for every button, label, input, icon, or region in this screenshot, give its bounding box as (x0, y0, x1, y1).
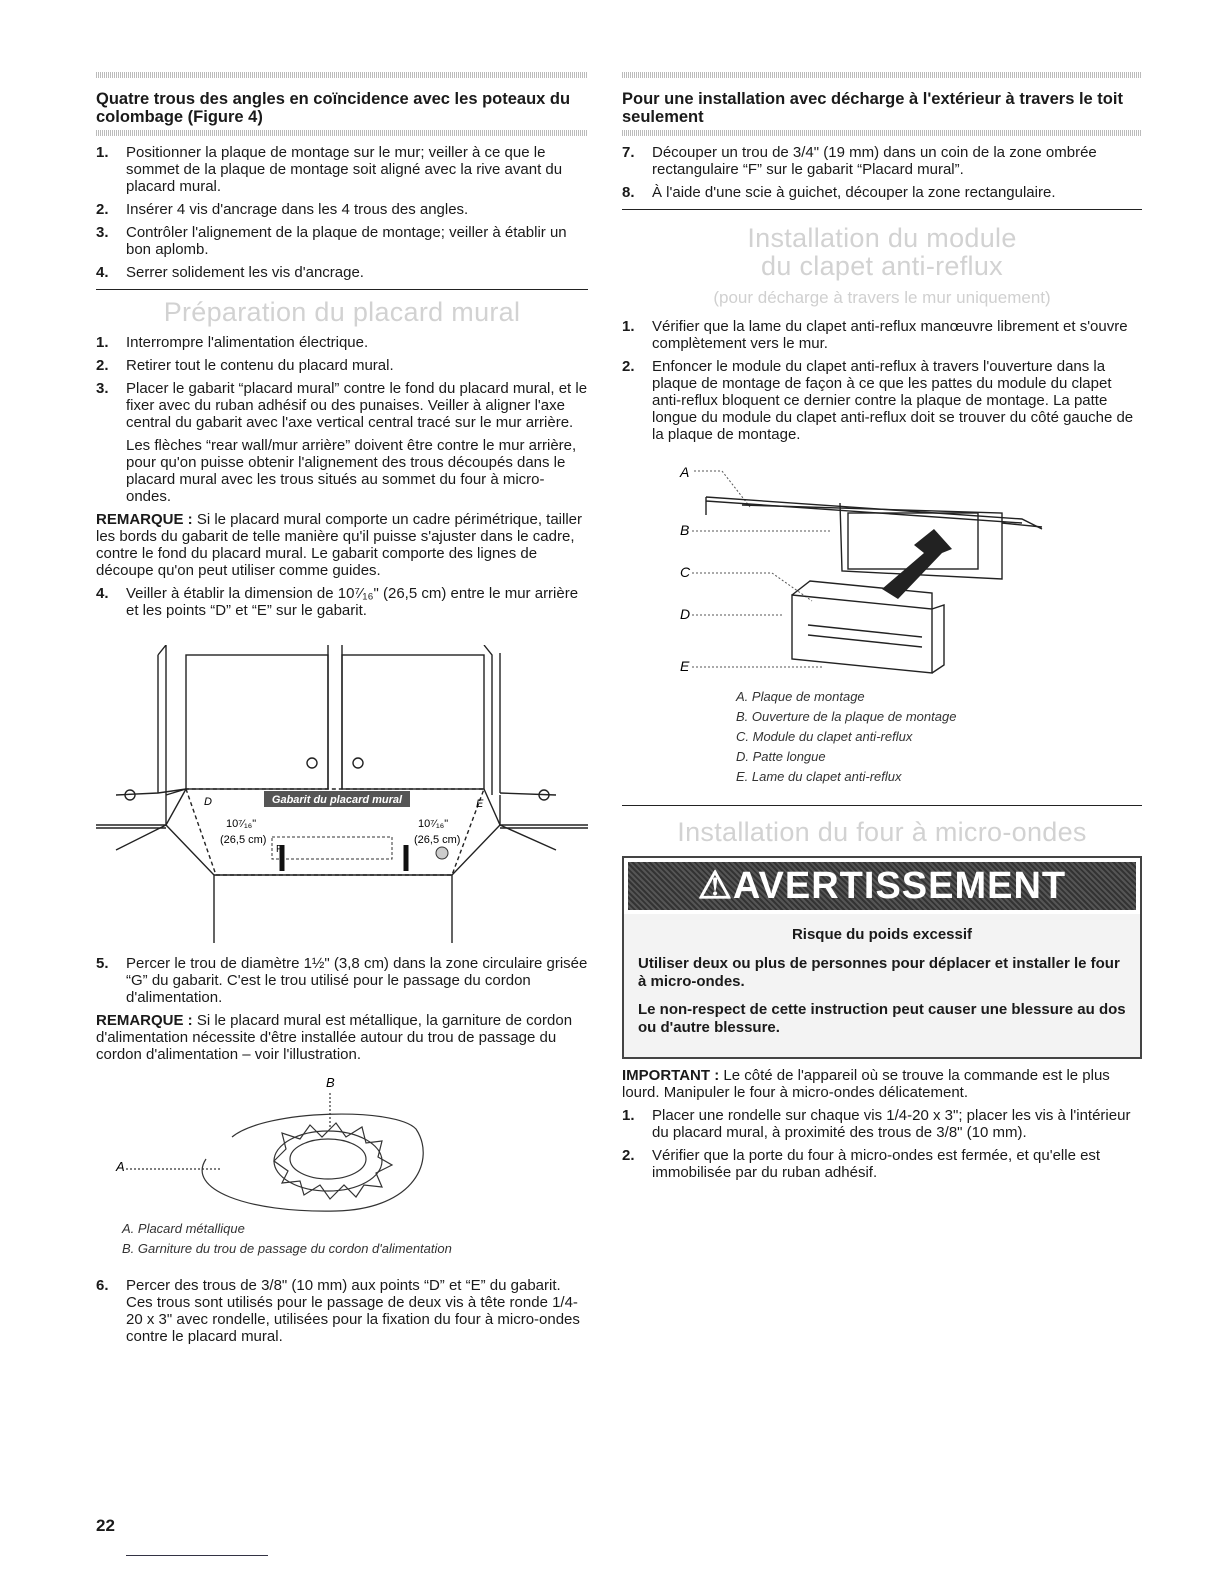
caption-damper-a: A. Plaque de montage (736, 689, 865, 704)
list-item: 3. Contrôler l'alignement de la plaque de montage; veiller à établir un bon aplomb. (96, 224, 567, 258)
steps-roof-exhaust (622, 144, 1142, 201)
footer-line (126, 1555, 268, 1556)
list-item: 4. Veiller à établir la dimension de 10⁷⁄₁₆" (26,5 cm) entre le mur arrière et les points “D” et “E” sur le gabarit. (96, 585, 579, 619)
dim-right: 10⁷⁄₁₆" (418, 818, 449, 830)
hole-g (436, 847, 448, 859)
list-item: 7. Découper un trou de 3/4" (19 mm) dans un coin de la zone ombrée rectangulaire “F” sur le gabarit “Placard mural”. (622, 144, 1097, 178)
heading-rule (96, 72, 588, 78)
heading-four-holes: Quatre trous des angles en coïncidence avec les poteaux du colombage (Figure 4) (96, 90, 571, 126)
divider (96, 289, 588, 290)
caption-damper-b: B. Ouverture de la plaque de montage (736, 709, 957, 724)
steps-cabinet-prep-6 (96, 1277, 588, 1345)
list-item: 2. Vérifier que la porte du four à micro-ondes est fermée, et qu'elle est immobilisée par du ruban adhésif. (622, 1147, 1101, 1181)
page-number: 22 (96, 1516, 115, 1535)
steps-cabinet-prep-5 (96, 955, 588, 1006)
template-banner: Gabarit du placard mural (271, 794, 403, 806)
grommet-illustration (96, 1069, 588, 1219)
list-item: 2. Insérer 4 vis d'ancrage dans les 4 trous des angles. (96, 201, 469, 218)
steps-microwave (622, 1107, 1142, 1181)
cabinet-illustration (96, 645, 588, 955)
dim-left-cm: (26,5 cm) (220, 834, 267, 846)
right-column (622, 72, 1142, 1187)
warning-text-1: Utiliser deux ou plus de personnes pour déplacer et installer le four à micro-ondes. (638, 955, 1120, 990)
list-item: 1. Placer une rondelle sur chaque vis 1/4-20 x 3"; placer les vis à l'intérieur du placard mural, à proximité des trous de 3/8" (10 mm). (622, 1107, 1131, 1141)
list-item: 2. Retirer tout le contenu du placard mural. (96, 357, 394, 374)
label-d: D (680, 606, 691, 622)
heading-rule (96, 130, 588, 136)
figure-grommet (96, 1069, 588, 1219)
warning-title: AVERTISSEMENT (732, 865, 1067, 907)
section-subtitle-damper: (pour décharge à travers le mur uniquement) (713, 288, 1051, 307)
dim-left: 10⁷⁄₁₆" (226, 818, 257, 830)
remark-metal: REMARQUE : Si le placard mural est métallique, la garniture de cordon d'alimentation nécessite d'être installée autour du trou de passage du cordon d'alimentation – voir l'illustration. (96, 1012, 573, 1063)
label-f: F (276, 844, 283, 855)
caption-damper-e: E. Lame du clapet anti-reflux (736, 769, 902, 784)
caption-grommet-b: B. Garniture du trou de passage du cordon d'alimentation (122, 1241, 452, 1256)
label-a: A (680, 464, 690, 480)
label-e: E (680, 658, 690, 674)
section-title-damper-2: du clapet anti-reflux (761, 251, 1003, 281)
list-item: 1. Interrompre l'alimentation électrique. (96, 334, 369, 351)
label-e: E (476, 798, 484, 810)
list-item: 1. Positionner la plaque de montage sur le mur; veiller à ce que le sommet de la plaque de montage soit aligné avec la rive avant du placard mural. (96, 144, 563, 195)
steps-four-holes (96, 144, 588, 281)
section-title-cabinet-prep: Préparation du placard mural (163, 297, 521, 327)
heading-roof-exhaust: Pour une installation avec décharge à l'extérieur à travers le toit seulement (622, 90, 1123, 126)
list-item: 2. Enfoncer le module du clapet anti-reflux à travers l'ouverture dans la plaque de montage de façon à ce que les pattes du module du clapet anti-reflux bloquent ce dernier contre la plaque de montage. La patte longue du module du clapet anti-reflux doit se trouver du côté gauche de la plaque de montage. (622, 358, 1134, 443)
caption-damper-d: D. Patte longue (736, 749, 826, 764)
dim-right-cm: (26,5 cm) (414, 834, 461, 846)
warning-risk: Risque du poids excessif (791, 926, 973, 943)
heading-rule (622, 130, 1142, 136)
caption-damper-c: C. Module du clapet anti-reflux (736, 729, 913, 744)
divider (622, 209, 1142, 210)
warning-body (624, 914, 1140, 1057)
list-item: 4. Serrer solidement les vis d'ancrage. (96, 264, 364, 281)
list-item: 5. Percer le trou de diamètre 1½" (3,8 cm) dans la zone circulaire grisée “G” du gabarit. C'est le trou utilisé pour le passage du cordon d'alimentation. (96, 955, 588, 1006)
list-item: 6. Percer des trous de 3/8" (10 mm) aux points “D” et “E” du gabarit. Ces trous sont utilisés pour le passage de deux vis à tête ronde 1/4-20 x 3" avec rondelle, utilisées pour la fixation du four à micro-ondes contre le placard mural. (96, 1277, 580, 1345)
list-item: 1. Vérifier que la lame du clapet anti-reflux manœuvre librement et s'ouvre complètement vers le mur. (622, 318, 1128, 352)
left-column (96, 72, 588, 1351)
figure-damper (622, 449, 1142, 689)
steps-cabinet-prep (96, 334, 588, 431)
list-item: 3. Placer le gabarit “placard mural” contre le fond du placard mural, et le fixer avec du ruban adhésif ou des punaises. Veiller à aligner l'axe central du gabarit avec l'axe vertical central tracé sur le mur arrière. (96, 380, 588, 431)
warning-box (622, 856, 1142, 1059)
warning-header (628, 862, 1136, 910)
steps-damper (622, 318, 1142, 443)
label-d: D (204, 796, 212, 808)
section-title-damper-1: Installation du module (747, 223, 1017, 253)
section-title-microwave: Installation du four à micro-ondes (677, 817, 1087, 847)
label-c: C (680, 564, 691, 580)
caption-grommet-a: A. Placard métallique (122, 1221, 245, 1236)
label-b: B (680, 522, 690, 538)
remark-frame: REMARQUE : Si le placard mural comporte un cadre périmétrique, tailler les bords du gabarit de telle manière qu'il puisse s'ajuster dans le cadre, contre le fond du placard mural. Le gabarit comporte des lignes de découpe qu'on peut utiliser comme guides. (96, 511, 583, 579)
damper-illustration (622, 449, 1142, 689)
label-b: B (326, 1075, 335, 1090)
important-note: IMPORTANT : Le côté de l'appareil où se trouve la commande est le plus lourd. Manipuler le four à micro-ondes délicatement. (622, 1067, 1110, 1101)
paragraph-arrows: Les flèches “rear wall/mur arrière” doivent être contre le mur arrière, pour qu'on puisse obtenir l'alignement des trous découpés dans le placard mural avec les trous situés au sommet du four à micro-ondes. (126, 437, 577, 505)
list-item: 8. À l'aide d'une scie à guichet, découper la zone rectangulaire. (622, 184, 1056, 201)
steps-cabinet-prep-4 (96, 585, 588, 619)
label-a: A (116, 1159, 125, 1174)
heading-rule (622, 72, 1142, 78)
figure-cabinet-template (96, 645, 588, 955)
warning-text-2: Le non-respect de cette instruction peut causer une blessure au dos ou d'autre blessure. (638, 1001, 1126, 1036)
divider (622, 805, 1142, 806)
warning-triangle-icon: ⚠ (697, 865, 733, 907)
